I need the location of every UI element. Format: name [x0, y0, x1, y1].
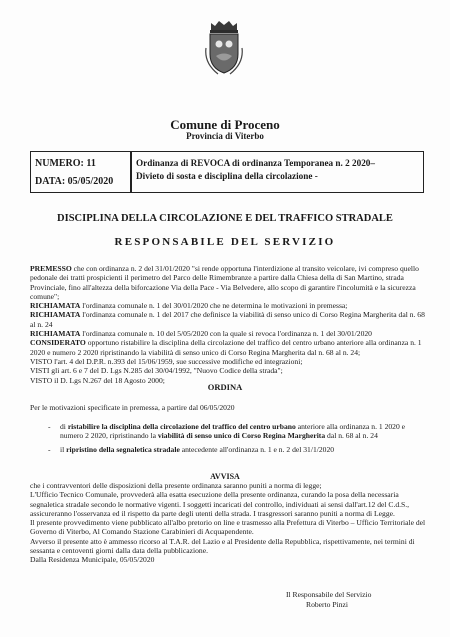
avvisa-paragraph-4: Avverso il presente atto è ammesso ricorso al T.A.R. del Lazio e al Presidente della Repubblica, rispettivamente, nei termini di sessanta e centoventi giorni dalla data della pubblicazione.	[30, 536, 415, 556]
responsible-heading: RESPONSABILE DEL SERVIZIO	[114, 236, 336, 248]
province-name: Provincia di Viterbo	[186, 131, 264, 141]
avvisa-paragraph-2: L'Ufficio Tecnico Comunale, provvederà alla esatta esecuzione della presente ordinanza, curando la posa della necessaria segnaletica stradale secondo le normative vigenti. I soggetti incaricati del controllo, individuati ai sensi dall'art.12 del C.d.S., assicureranno l'osservanza ed il rispetto da parte degli utenti della strada. I trasgressori saranno puniti a norma di Legge.	[30, 490, 410, 518]
section-heading: DISCIPLINA DELLA CIRCOLAZIONE E DEL TRAFFICO STRADALE	[57, 213, 393, 224]
ordina-list	[48, 422, 426, 458]
avvisa-heading: AVVISA	[210, 472, 240, 481]
avvisa-section	[30, 481, 428, 565]
ordinance-id-box	[30, 151, 131, 193]
list-item: - di ristabilire la disciplina della circolazione del traffico del centro urbano anteriore alla ordinanza n. 1 2020 e numero 2 2020, ripristinando la viabilità di senso unico di Corso Regina Margherita dal n. 68 al n. 24	[48, 422, 406, 441]
ordinance-date: DATA: 05/05/2020	[35, 176, 114, 187]
municipal-crest-icon	[204, 18, 244, 76]
avvisa-paragraph-3: Il presente provvedimento viene pubblicato all'albo pretorio on line e trasmesso alla Prefettura di Viterbo – Ufficio Territoriale del Governo di Viterbo, Al Comando Stazione Carabinieri di Acquapendente.	[30, 518, 426, 537]
list-item: - il ripristino della segnaletica stradale antecedente all'ordinanza n. 1 e n. 2 del 31/1/2020	[48, 444, 335, 454]
signer-role: Il Responsabile del Servizio	[286, 590, 372, 599]
ordinance-title-line2: Divieto di sosta e disciplina della circolazione -	[136, 171, 318, 181]
premises-section	[30, 264, 428, 385]
town-name: Comune di Proceno	[170, 117, 280, 132]
ordinance-title-box	[131, 151, 424, 193]
richiamata-paragraph-1: RICHIAMATA l'ordinanza comunale n. 1 del 30/01/2020 che ne determina le motivazioni in premessa;	[30, 301, 348, 311]
considerato-paragraph: CONSIDERATO opportuno ristabilire la disciplina della circolazione del traffico del centro urbano anteriore alla ordinanza n. 1 2020 e numero 2 2020 ripristinando la viabilità di senso unico di Corso Regina Margherita dal n. 68 al n. 24;	[30, 338, 422, 357]
visto-paragraph-1: VISTO l'art. 4 del D.P.R. n.393 del 15/06/1959, sue successive modifiche ed integrazioni;	[30, 356, 303, 366]
signature-block	[286, 590, 371, 609]
visti-paragraph: VISTI gli art. 6 e 7 del D. Lgs N.285 del 30/04/1992, "Nuovo Codice della strada";	[30, 366, 283, 376]
ordinance-title-line1: Ordinanza di REVOCA di ordinanza Temporanea n. 2 2020–	[136, 158, 375, 168]
richiamata-paragraph-2: RICHIAMATA l'ordinanza comunale n. 1 del 2017 che definisce la viabilità di senso unico di Corso Regina Margherita dal n. 68 al n. 24	[30, 310, 425, 329]
residence-date: Dalla Residenza Municipale, 05/05/2020	[30, 555, 155, 565]
signer-name: Roberto Pinzi	[306, 599, 348, 609]
visto-paragraph-2: VISTO il D. Lgs N.267 del 18 Agosto 2000;	[30, 375, 165, 385]
ordina-heading: ORDINA	[207, 382, 243, 392]
avvisa-paragraph-1: che i contravventori delle disposizioni della presente ordinanza saranno puniti a norma di legge;	[30, 481, 322, 490]
premesso-paragraph: PREMESSO che con ordinanza n. 2 del 31/01/2020 "si rende opportuna l'interdizione al transito veicolare, ivi compreso quello pedonale dei tratti prospicienti il perimetro del Parco delle Rimembranze a partire dalla Chiesa della di San Martino, strada Provinciale, fino all'altezza della biforcazione Via della Pace - Via Belvedere, allo scopo di garantire l'incolumità e la sicurezza comune";	[30, 264, 419, 301]
ordina-premise: Per le motivazioni specificate in premessa, a partire dal 06/05/2020	[30, 403, 235, 412]
richiamata-paragraph-3: RICHIAMATA l'ordinanza comunale n. 10 del 5/05/2020 con la quale si revoca l'ordinanza n. 1 del 30/01/2020	[30, 329, 372, 339]
ordinance-number: NUMERO: 11	[35, 158, 96, 169]
